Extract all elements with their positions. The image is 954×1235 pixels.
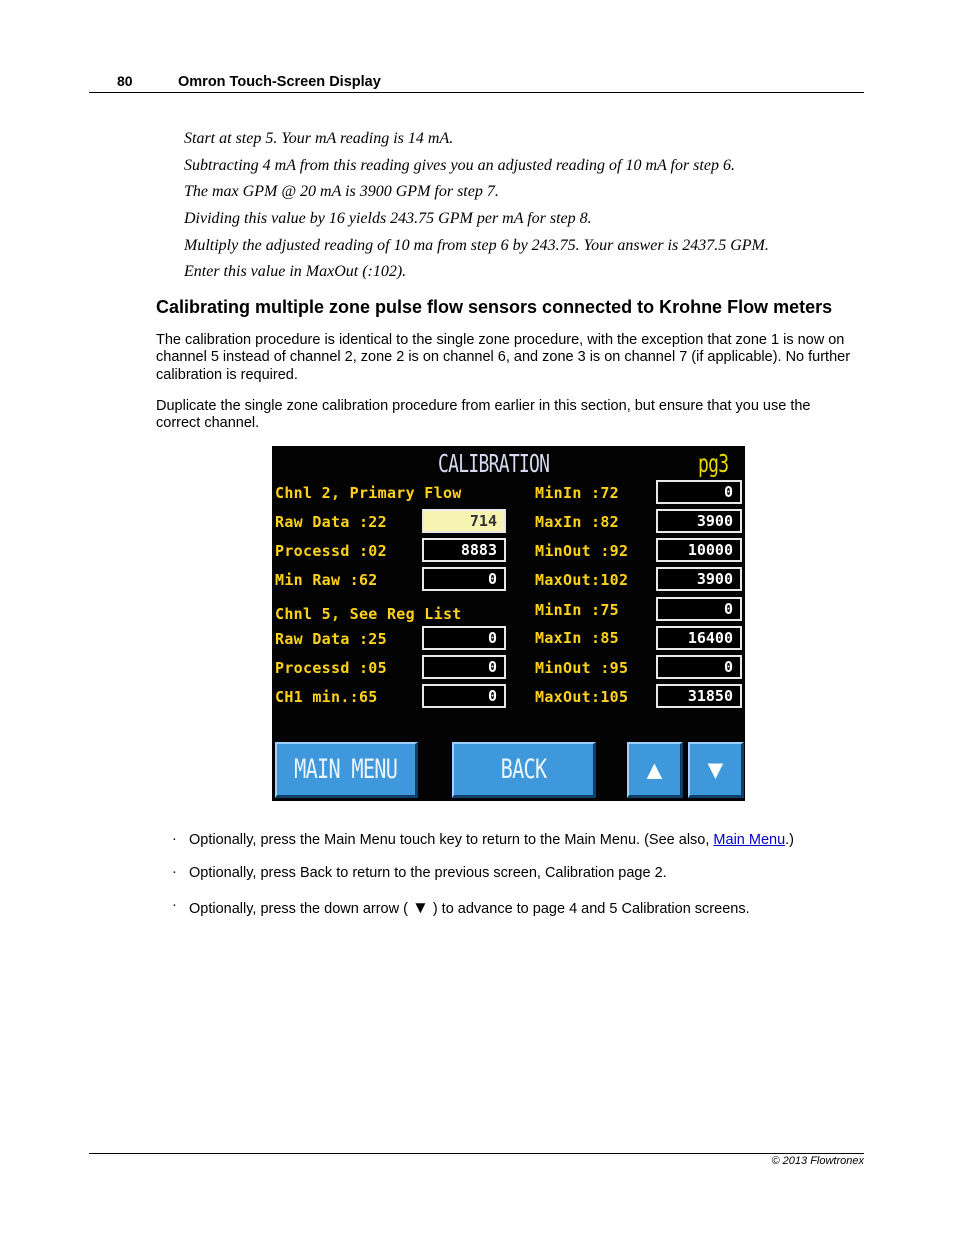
field-label: MinOut :92: [535, 542, 629, 560]
processd-05-field[interactable]: 0: [422, 655, 506, 679]
up-arrow-icon: ▲: [646, 754, 663, 785]
minin-75-field[interactable]: 0: [656, 597, 742, 621]
bullet-marker: ·: [172, 831, 177, 847]
raw-data-25-field[interactable]: 0: [422, 626, 506, 650]
raw-data-22-field[interactable]: 714: [422, 509, 506, 533]
up-arrow-button[interactable]: [627, 742, 683, 798]
example-step: Start at step 5. Your mA reading is 14 mA.: [184, 130, 454, 147]
minout-95-field[interactable]: 0: [656, 655, 742, 679]
bullet-text: Optionally, press the Main Menu touch key to return to the Main Menu. (See also,: [189, 832, 714, 848]
field-label: MaxOut:105: [535, 688, 629, 706]
screen-page-indicator: pg3: [698, 449, 729, 478]
back-button-label: BACK: [500, 754, 547, 785]
field-label: Processd :05: [275, 659, 387, 677]
field-label: MaxIn :82: [535, 513, 619, 531]
maxin-85-field[interactable]: 16400: [656, 626, 742, 650]
body-paragraph: The calibration procedure is identical to the single zone procedure, with the exception that zone 1 is now on channel 5 instead of channel 2, zone 2 is on channel 6, and zone 3 is on channel 7 (if applicable). No further calibration is required.: [156, 332, 851, 383]
main-menu-button-label: MAIN MENU: [294, 754, 398, 785]
maxin-82-field[interactable]: 3900: [656, 509, 742, 533]
example-step: Multiply the adjusted reading of 10 ma from step 6 by 243.75. Your answer is 2437.5 GPM.: [184, 237, 769, 254]
screen-title: CALIBRATION: [438, 449, 550, 478]
example-step: Subtracting 4 mA from this reading gives you an adjusted reading of 10 mA for step 6.: [184, 157, 735, 174]
processd-02-field[interactable]: 8883: [422, 538, 506, 562]
section-heading: Calibrating multiple zone pulse flow sensors connected to Krohne Flow meters: [156, 297, 833, 317]
down-arrow-icon: ▼: [707, 754, 724, 785]
bullet-item: Optionally, press Back to return to the previous screen, Calibration page 2.: [189, 865, 667, 881]
channel-header-label: Chnl 2, Primary Flow: [275, 484, 462, 502]
field-label: Processd :02: [275, 542, 387, 560]
field-label: MinIn :75: [535, 601, 619, 619]
field-label: MaxIn :85: [535, 629, 619, 647]
min-raw-62-field[interactable]: 0: [422, 567, 506, 591]
example-step: The max GPM @ 20 mA is 3900 GPM for step 7.: [184, 183, 499, 200]
main-menu-link[interactable]: Main Menu: [713, 832, 786, 848]
example-step: Enter this value in MaxOut (:102).: [184, 263, 407, 280]
footer-rule: [89, 1153, 864, 1154]
ch1-min-65-field[interactable]: 0: [422, 684, 506, 708]
main-menu-button[interactable]: [275, 742, 418, 798]
back-button[interactable]: [452, 742, 596, 798]
field-label: MinOut :95: [535, 659, 629, 677]
maxout-102-field[interactable]: 3900: [656, 567, 742, 591]
channel-header-label: Chnl 5, See Reg List: [275, 605, 462, 623]
copyright-footer: © 2013 Flowtronex: [771, 1155, 864, 1167]
field-label: MaxOut:102: [535, 571, 629, 589]
bullet-text: ) to advance to page 4 and 5 Calibration screens.: [432, 901, 750, 917]
example-step: Dividing this value by 16 yields 243.75 GPM per mA for step 8.: [184, 210, 592, 227]
field-label: MinIn :72: [535, 484, 619, 502]
bullet-marker: ·: [172, 864, 177, 880]
page-number: 80: [117, 73, 133, 89]
calibration-screen: [272, 446, 745, 801]
body-paragraph: Duplicate the single zone calibration procedure from earlier in this section, but ensure that you use the correct channel.: [156, 398, 811, 432]
maxout-105-field[interactable]: 31850: [656, 684, 742, 708]
header-rule: [89, 92, 864, 93]
field-label: Min Raw :62: [275, 571, 378, 589]
bullet-item: [189, 832, 794, 848]
minout-92-field[interactable]: 10000: [656, 538, 742, 562]
bullet-item: [189, 898, 750, 918]
bullet-text: .): [785, 832, 795, 848]
bullet-marker: ·: [172, 897, 177, 913]
field-label: CH1 min.:65: [275, 688, 378, 706]
minin-72-field[interactable]: 0: [656, 480, 742, 504]
running-header-title: Omron Touch-Screen Display: [178, 74, 381, 90]
bullet-text: Optionally, press the down arrow (: [189, 901, 408, 917]
field-label: Raw Data :22: [275, 513, 387, 531]
field-label: Raw Data :25: [275, 630, 387, 648]
down-arrow-icon: ▼: [411, 898, 429, 917]
down-arrow-button[interactable]: [688, 742, 744, 798]
